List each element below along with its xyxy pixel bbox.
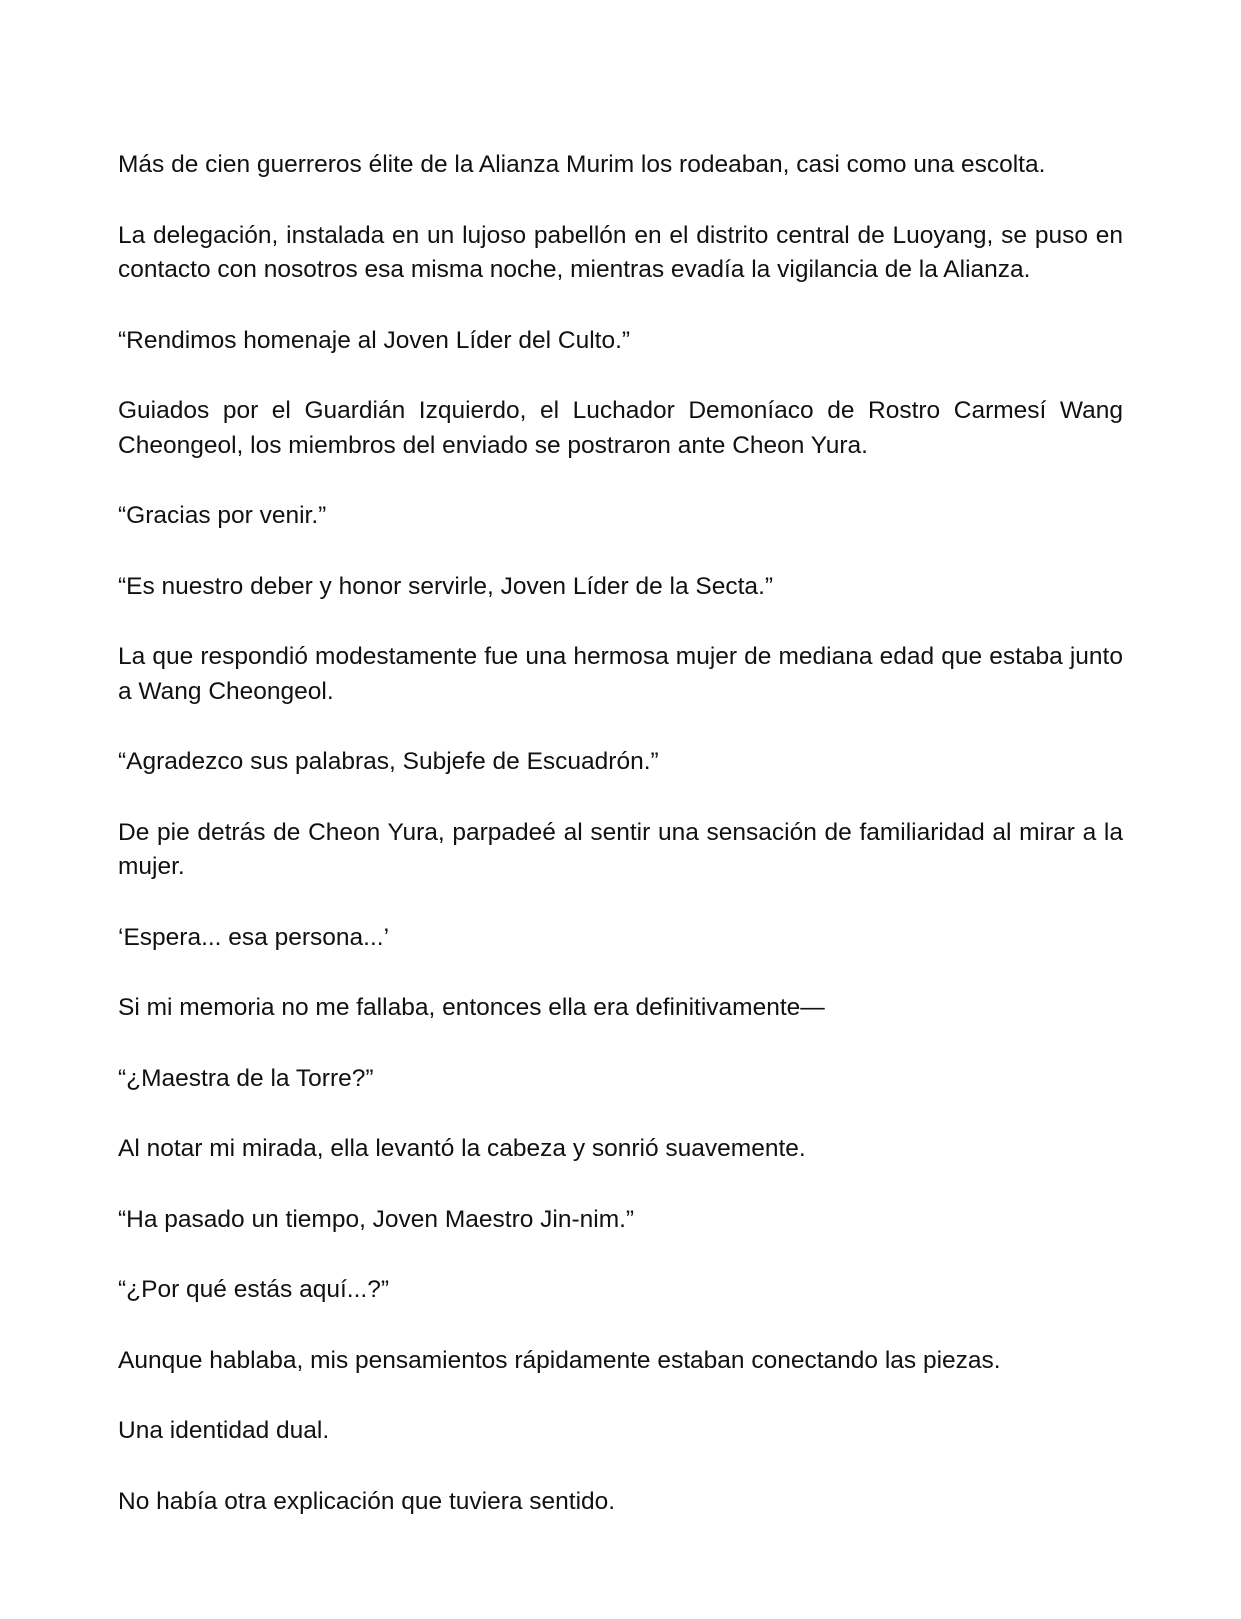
paragraph: “¿Por qué estás aquí...?”: [118, 1276, 389, 1303]
paragraph: La delegación, instalada en un lujoso pabellón en el distrito central de Luoyang, se puso en contacto con nosotros esa misma noche, mientras evadía la vigilancia de la Alianza.: [118, 221, 1123, 283]
paragraph: Si mi memoria no me fallaba, entonces ella era definitivamente—: [118, 994, 825, 1021]
paragraph: Guiados por el Guardián Izquierdo, el Luchador Demoníaco de Rostro Carmesí Wang Cheongeol, los miembros del enviado se postraron ante Cheon Yura.: [118, 397, 1123, 459]
paragraph: La que respondió modestamente fue una hermosa mujer de mediana edad que estaba junto a Wang Cheongeol.: [118, 643, 1123, 705]
paragraph: Una identidad dual.: [118, 1417, 330, 1444]
paragraph: No había otra explicación que tuviera sentido.: [118, 1487, 616, 1515]
paragraph: De pie detrás de Cheon Yura, parpadeé al sentir una sensación de familiaridad al mirar a la mujer.: [118, 818, 1123, 880]
paragraph: “¿Maestra de la Torre?”: [118, 1064, 374, 1092]
paragraph: Al notar mi mirada, ella levantó la cabeza y sonrió suavemente.: [118, 1135, 806, 1162]
paragraph: ‘Espera... esa persona...’: [118, 923, 390, 951]
paragraph: “Gracias por venir.”: [118, 502, 327, 529]
paragraph: Aunque hablaba, mis pensamientos rápidamente estaban conectando las piezas.: [118, 1346, 1001, 1374]
paragraph: “Agradezco sus palabras, Subjefe de Escuadrón.”: [118, 748, 659, 775]
paragraph: Más de cien guerreros élite de la Alianza Murim los rodeaban, casi como una escolta.: [118, 151, 1046, 178]
paragraph: “Rendimos homenaje al Joven Líder del Culto.”: [118, 326, 631, 354]
paragraph: “Es nuestro deber y honor servirle, Joven Líder de la Secta.”: [118, 572, 774, 600]
document-page: [118, 148, 1123, 1555]
paragraph: “Ha pasado un tiempo, Joven Maestro Jin-nim.”: [118, 1205, 635, 1233]
